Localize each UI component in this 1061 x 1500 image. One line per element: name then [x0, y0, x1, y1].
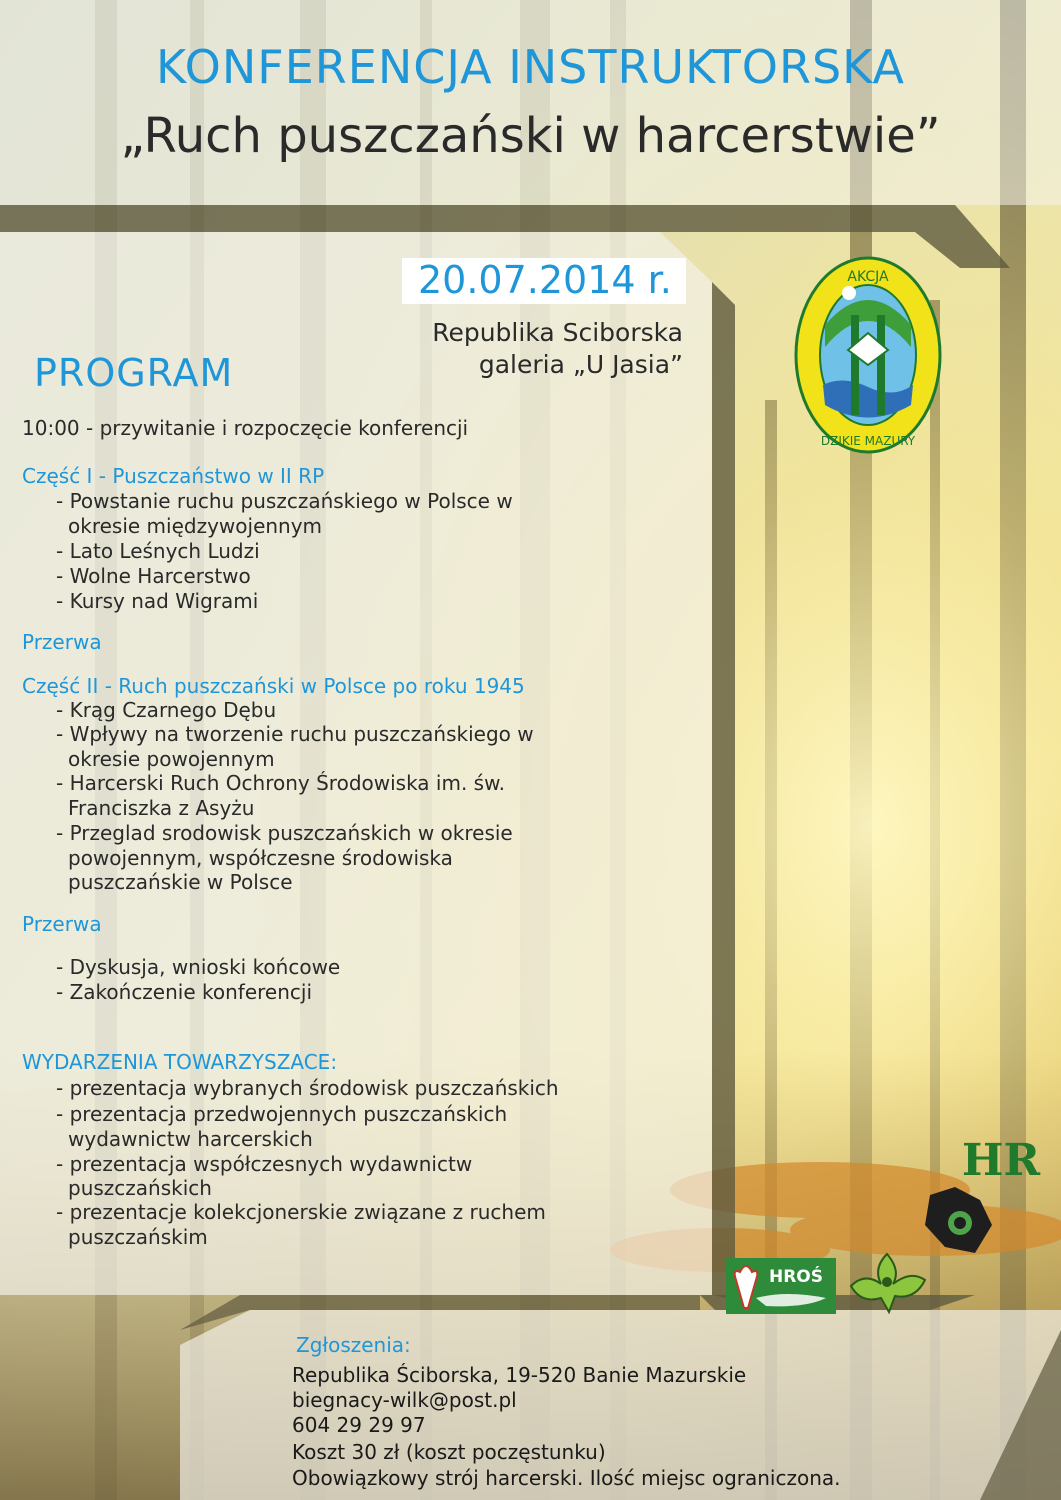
event-date: 20.07.2014 r.	[418, 258, 672, 302]
list-item: - prezentacje kolekcjonerskie związane z ruchem	[56, 1200, 546, 1224]
list-item: - Kursy nad Wigrami	[56, 589, 259, 613]
logo-text-top: AKCJA	[847, 269, 889, 285]
side-events-heading: WYDARZENIA TOWARZYSZACE:	[22, 1050, 338, 1074]
list-item: - Harcerski Ruch Ochrony Środowiska im. św.	[56, 771, 505, 795]
list-item: okresie międzywojennym	[68, 514, 323, 538]
list-item: - prezentacja wybranych środowisk puszczańskich	[56, 1076, 559, 1100]
list-item: wydawnictw harcerskich	[68, 1127, 313, 1151]
region-map-logo	[920, 1185, 995, 1257]
list-item: - Krąg Czarnego Dębu	[56, 698, 277, 722]
conference-title: KONFERENCJA INSTRUKTORSKA	[156, 40, 905, 94]
list-item: - Lato Leśnych Ludzi	[56, 539, 260, 563]
contact-address: Republika Ściborska, 19-520 Banie Mazurskie	[292, 1363, 747, 1387]
list-item: - Zakończenie konferencji	[56, 980, 313, 1004]
list-item: - Dyskusja, wnioski końcowe	[56, 955, 341, 979]
green-lily-logo	[845, 1250, 930, 1315]
list-item: - Wpływy na tworzenie ruchu puszczańskiego w	[56, 722, 534, 746]
part2-title: Część II - Ruch puszczański w Polsce po roku 1945	[22, 674, 525, 698]
list-item: - prezentacja współczesnych wydawnictw	[56, 1152, 473, 1176]
contact-note: Obowiązkowy strój harcerski. Ilość miejsc ograniczona.	[292, 1466, 841, 1490]
akcja-dzikie-mazury-logo	[793, 255, 943, 455]
hr-logo-text: HR	[961, 1135, 1041, 1182]
list-item: puszczańskim	[68, 1225, 208, 1249]
event-place-line2: galeria „U Jasia”	[478, 350, 683, 379]
logo-text-bottom: DZIKIE MAZURY	[820, 434, 916, 448]
contact-cost: Koszt 30 zł (koszt poczęstunku)	[292, 1440, 606, 1464]
list-item: powojennym, współczesne środowiska	[68, 846, 453, 870]
list-item: - Wolne Harcerstwo	[56, 564, 251, 588]
event-place-line1: Republika Sciborska	[432, 318, 683, 347]
hros-logo-text: HROŚ	[768, 1267, 824, 1287]
list-item: okresie powojennym	[68, 747, 275, 771]
part1-title: Część I - Puszczaństwo w II RP	[22, 464, 325, 488]
contact-phone: 604 29 29 97	[292, 1413, 426, 1437]
conference-subtitle: „Ruch puszczański w harcerstwie”	[120, 108, 941, 164]
list-item: - prezentacja przedwojennych puszczańskich	[56, 1102, 508, 1126]
list-item: Franciszka z Asyżu	[68, 796, 255, 820]
contact-heading: Zgłoszenia:	[296, 1333, 411, 1357]
list-item: puszczańskich	[68, 1176, 212, 1200]
list-item: - Powstanie ruchu puszczańskiego w Polsce w	[56, 489, 513, 513]
list-item: - Przeglad srodowisk puszczańskich w okresie	[56, 821, 513, 845]
program-heading: PROGRAM	[34, 351, 234, 395]
hros-logo	[726, 1258, 836, 1314]
break-label: Przerwa	[22, 630, 102, 654]
hr-logo	[955, 1132, 1047, 1182]
contact-email: biegnacy-wilk@post.pl	[292, 1388, 517, 1412]
break-label: Przerwa	[22, 912, 102, 936]
list-item: puszczańskie w Polsce	[68, 870, 293, 894]
program-opening: 10:00 - przywitanie i rozpoczęcie konferencji	[22, 416, 469, 440]
